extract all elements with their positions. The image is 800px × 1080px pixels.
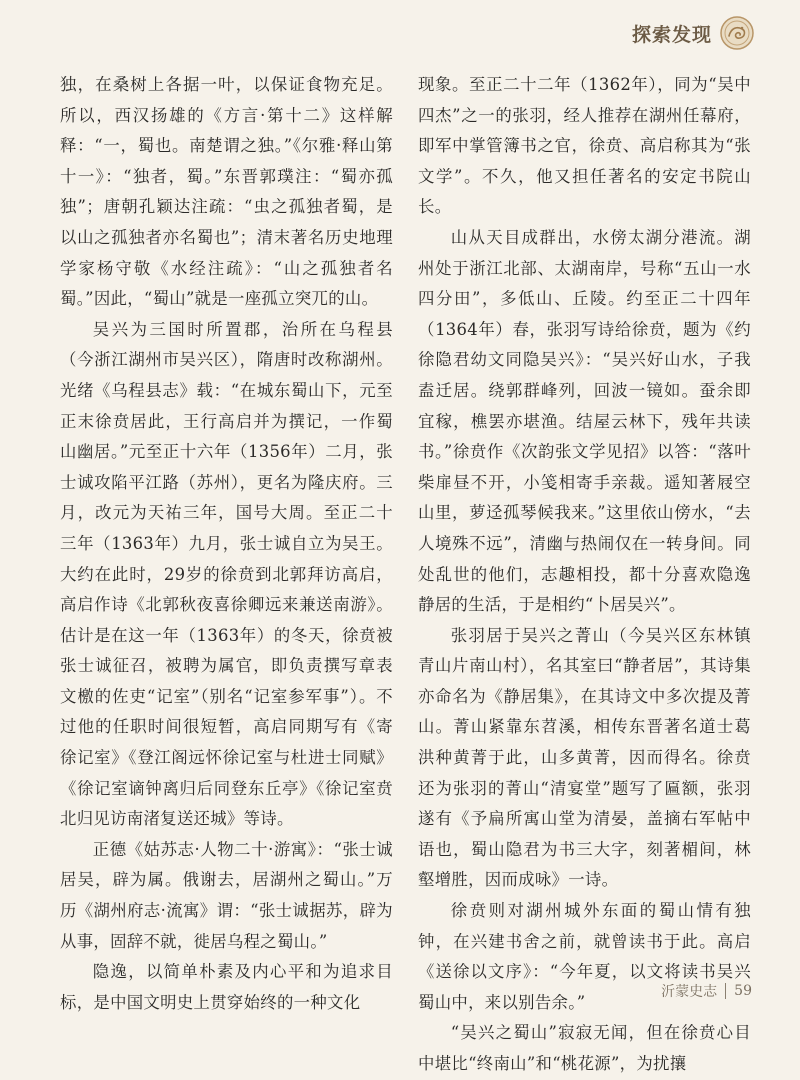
- paragraph: 山从天目成群出，水傍太湖分港流。湖州处于浙江北部、太湖南岸，号称“五山一水四分田”，多低山、丘陵。约至正二十四年（1364年）春，张羽写诗给徐贲，题为《约徐隐君幼文同隐吴兴》：“吴兴好山水，子我盍迁居。绕郭群峰列，回波一镜如。蚕余即宜稼，樵罢亦堪渔。结屋云林下，残年共读书。”徐贲作《次韵张文学见招》以答：“落叶柴扉昼不开，小笺相寄手亲裁。遥知著屐空山里，萝迳孤琴候我来。”这里依山傍水，“去人境殊不远”，清幽与热闹仅在一转身间。同处乱世的他们，志趣相投，都十分喜欢隐逸静居的生活，于是相约“卜居吴兴”。: [418, 227, 751, 615]
- left-column: [60, 70, 393, 1018]
- paragraph: 张羽居于吴兴之菁山（今吴兴区东林镇青山片南山村），名其室曰“静者居”，其诗集亦命名为《静居集》，在其诗文中多次提及菁山。菁山紧靠东苕溪，相传东晋著名道士葛洪种黄菁于此，山多黄菁，因而得名。徐贲还为张羽的菁山“清宴堂”题写了匾额，张羽遂有《予扁所寓山堂为清晏，盖摘右军帖中语也，蜀山隐君为书三大字，刻著楣间，林壑增胜，因而成咏》一诗。: [418, 625, 751, 890]
- dragon-seal-icon: [720, 16, 754, 50]
- journal-name: 沂蒙史志: [661, 984, 718, 1000]
- page-footer: [661, 981, 752, 1001]
- paragraph: 徐贲则对湖州城外东面的蜀山情有独钟，在兴建书舍之前，就曾读书于此。高启《送徐以文序》：“今年夏，以文将读书吴兴蜀山中，来以别告余。”: [418, 901, 751, 1012]
- paragraph: 现象。至正二十二年（1362年），同为“吴中四杰”之一的张羽，经人推荐在湖州任幕府，即军中掌管簿书之官，徐贲、高启称其为“张文学”。不久，他又担任著名的安定书院山长。: [418, 75, 751, 217]
- paragraph: 吴兴为三国时所置郡，治所在乌程县（今浙江湖州市吴兴区），隋唐时改称湖州。光绪《乌程县志》载：“在城东蜀山下，元至正末徐贲居此，王行高启并为撰记，一作蜀山幽居。”元至正十六年（1356年）二月，张士诚攻陷平江路（苏州），更名为隆庆府。三月，改元为天祐三年，国号大周。至正二十三年（1363年）九月，张士诚自立为吴王。大约在此时，29岁的徐贲到北郭拜访高启，高启作诗《北郭秋夜喜徐卿远来兼送南游》。估计是在这一年（1363年）的冬天，徐贲被张士诚征召，被聘为属官，即负责撰写章表文檄的佐吏“记室”（别名“记室参军事”）。不过他的任职时间很短暂，高启同期写有《寄徐记室》《登江阁远怀徐记室与杜进士同赋》《徐记室谪钟离归后同登东丘亭》《徐记室贲北归见访南渚复送还城》等诗。: [60, 319, 393, 829]
- paragraph: 正德《姑苏志·人物二十·游寓》：“张士诚居吴，辟为属。俄谢去，居湖州之蜀山。”万历《湖州府志·流寓》谓：“张士诚据苏，辟为从事，固辞不就，徙居乌程之蜀山。”: [60, 839, 393, 951]
- footer-divider: [725, 983, 726, 999]
- page-header: [0, 0, 800, 60]
- section-title: 探索发现: [631, 24, 712, 46]
- paragraph: “吴兴之蜀山”寂寂无闻，但在徐贲心目中堪比“终南山”和“桃花源”，为扰攘: [418, 1023, 751, 1073]
- paragraph: 隐逸，以简单朴素及内心平和为追求目标，是中国文明史上贯穿始终的一种文化: [60, 962, 393, 1012]
- page-number: 59: [734, 983, 752, 999]
- right-column: [418, 70, 751, 1080]
- paragraph: 独，在桑树上各据一叶，以保证食物充足。所以，西汉扬雄的《方言·第十二》这样解释：“一，蜀也。南楚谓之独。”《尔雅·释山第十一》：“独者，蜀。”东晋郭璞注：“蜀亦孤独”；唐朝孔颖达注疏：“虫之孤独者蜀，是以山之孤独者亦名蜀也”；清末著名历史地理学家杨守敬《水经注疏》：“山之孤独者名蜀。”因此，“蜀山”就是一座孤立突兀的山。: [60, 75, 393, 309]
